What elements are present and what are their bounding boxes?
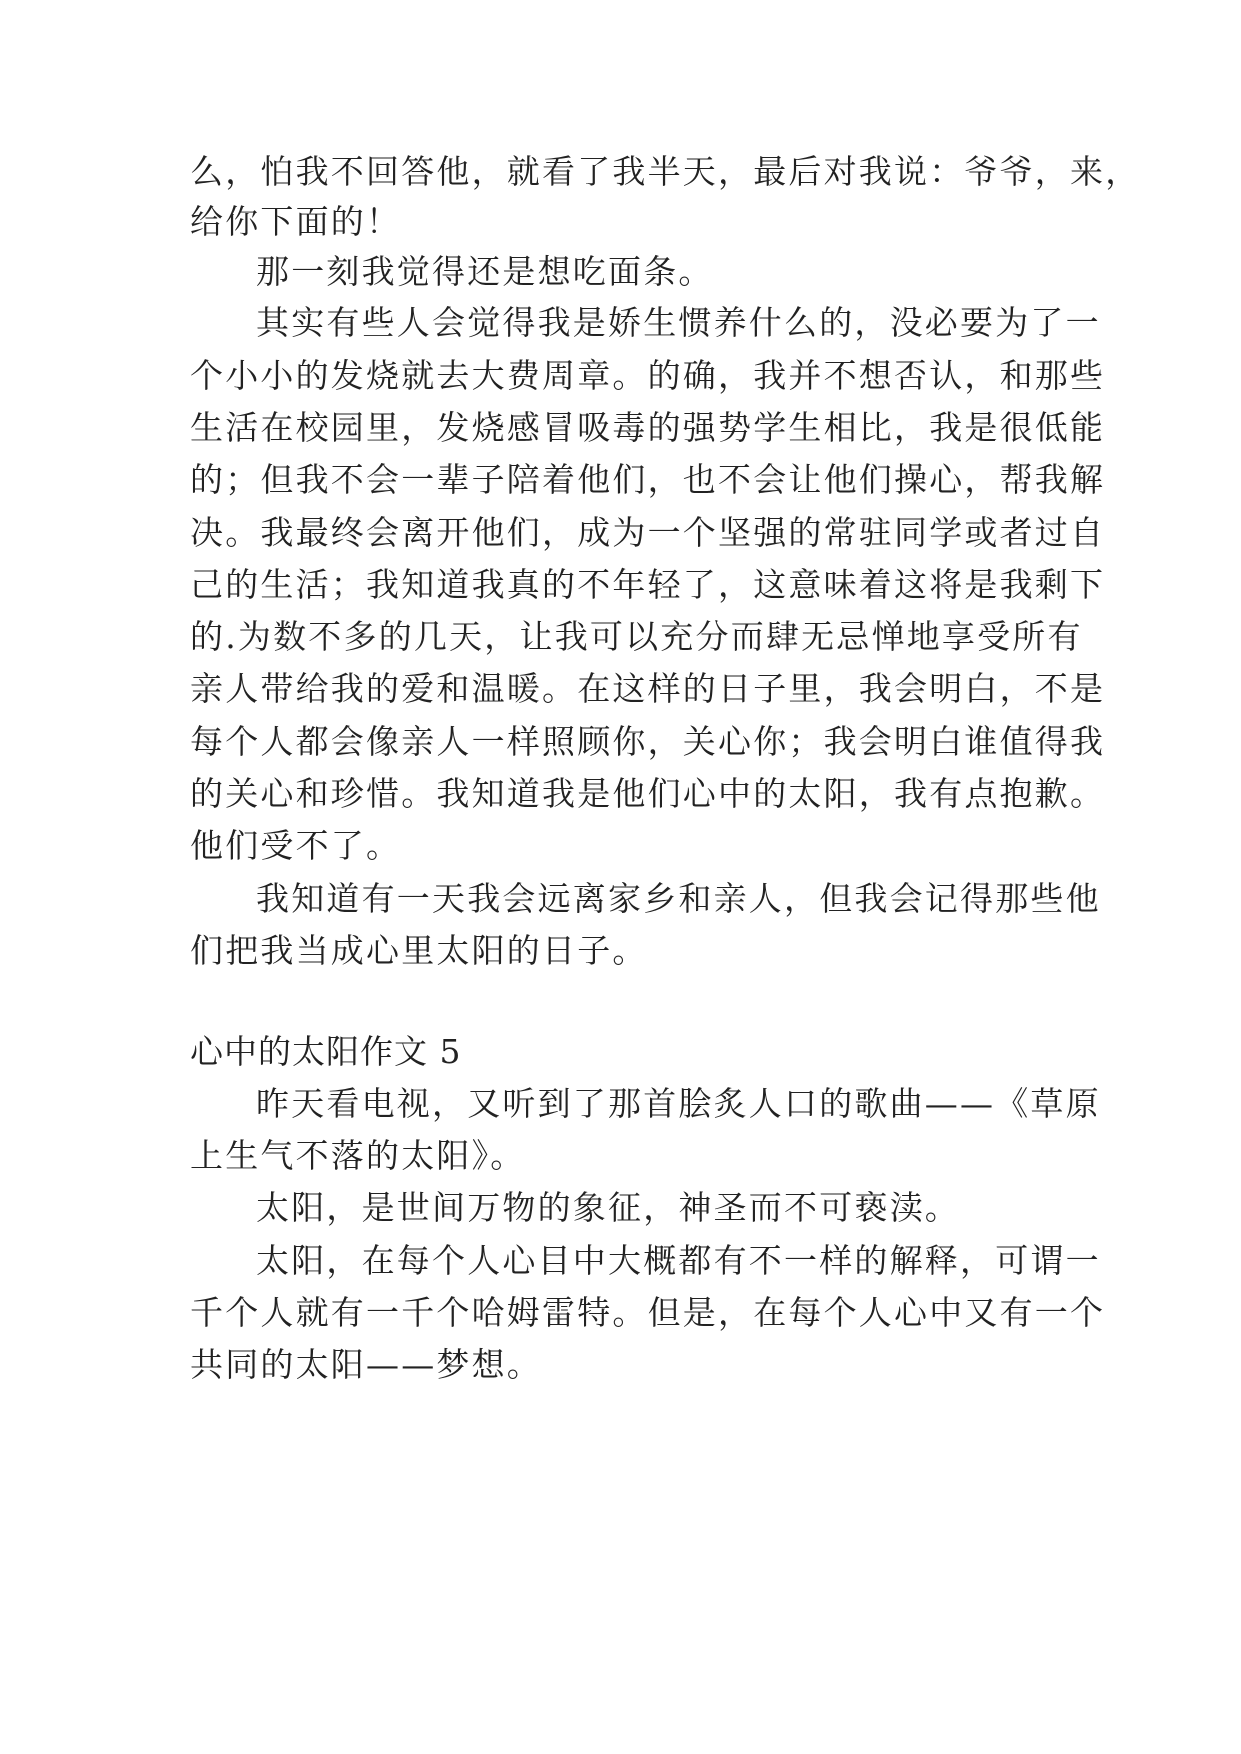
text-line: 上生气不落的太阳》。 <box>190 1136 526 1175</box>
text-line: 其实有些人会觉得我是娇生惯养什么的，没必要为了一 <box>256 303 1101 342</box>
text-line: 己的生活；我知道我真的不年轻了，这意味着这将是我剩下 <box>190 565 1106 604</box>
text-line: 的关心和珍惜。我知道我是他们心中的太阳，我有点抱歉。 <box>190 774 1106 813</box>
text-line: 们把我当成心里太阳的日子。 <box>190 931 648 970</box>
text-line: 生活在校园里，发烧感冒吸毒的强势学生相比，我是很低能 <box>190 408 1106 447</box>
section-heading: 心中的太阳作文 5 <box>190 1032 462 1071</box>
text-line: 么，怕我不回答他，就看了我半天，最后对我说：爷爷，来， <box>190 152 1141 191</box>
text-line: 太阳，在每个人心目中大概都有不一样的解释，可谓一 <box>256 1241 1101 1280</box>
text-line: 太阳，是世间万物的象征，神圣而不可亵渎。 <box>256 1188 960 1227</box>
text-line: 他们受不了。 <box>190 826 402 865</box>
text-line: 给你下面的！ <box>190 202 402 241</box>
text-line: 我知道有一天我会远离家乡和亲人，但我会记得那些他 <box>256 879 1101 918</box>
text-line: 的.为数不多的几天，让我可以充分而肆无忌惮地享受所有 <box>190 617 1083 656</box>
text-line: 每个人都会像亲人一样照顾你，关心你；我会明白谁值得我 <box>190 722 1106 761</box>
text-line: 的；但我不会一辈子陪着他们，也不会让他们操心，帮我解 <box>190 460 1106 499</box>
text-line: 个小小的发烧就去大费周章。的确，我并不想否认，和那些 <box>190 356 1106 395</box>
text-line: 昨天看电视，又听到了那首脍炙人口的歌曲——《草原 <box>256 1084 1101 1123</box>
text-line: 那一刻我觉得还是想吃面条。 <box>256 252 714 291</box>
text-line: 决。我最终会离开他们，成为一个坚强的常驻同学或者过自 <box>190 513 1106 552</box>
text-line: 亲人带给我的爱和温暖。在这样的日子里，我会明白，不是 <box>190 669 1106 708</box>
text-line: 千个人就有一千个哈姆雷特。但是，在每个人心中又有一个 <box>190 1293 1106 1332</box>
text-line: 共同的太阳——梦想。 <box>190 1345 542 1384</box>
